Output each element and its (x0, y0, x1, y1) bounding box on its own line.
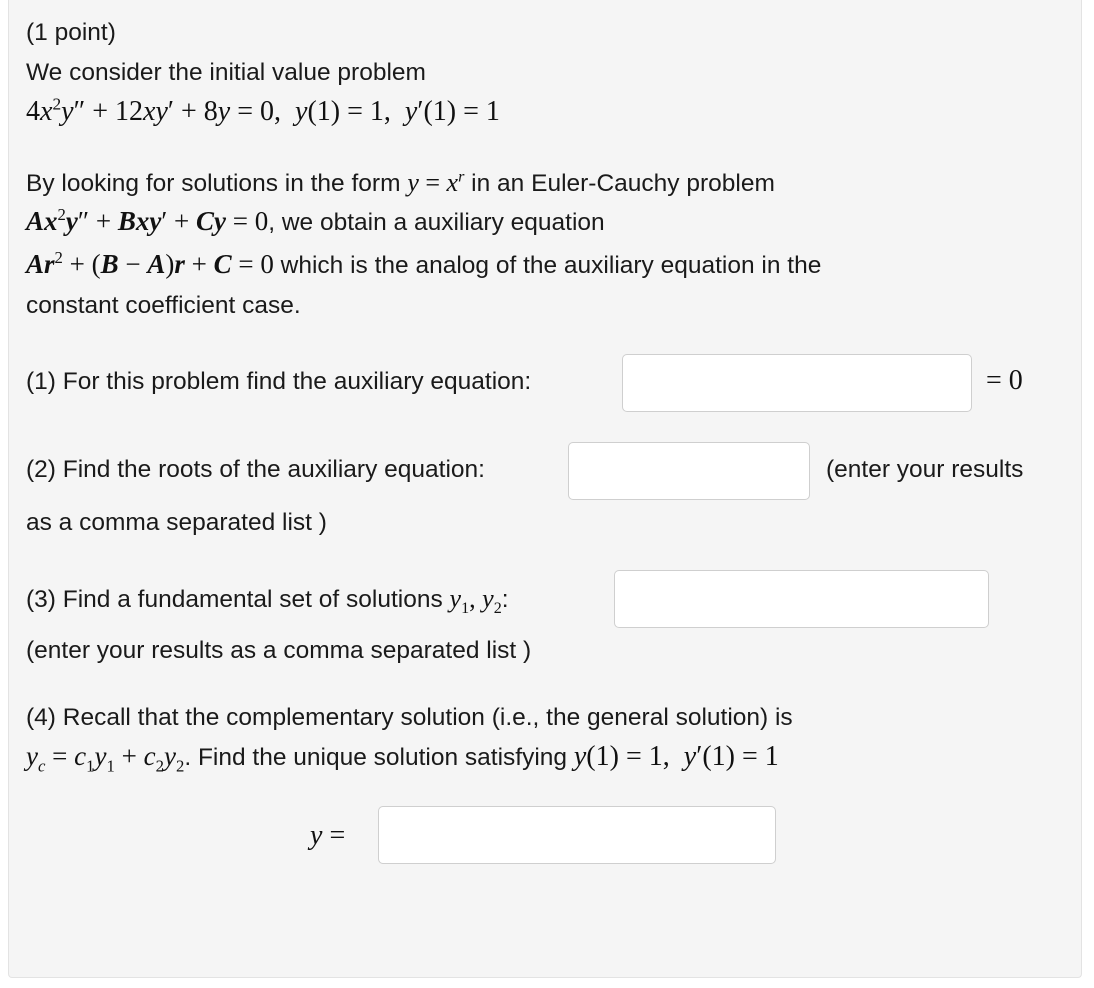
q3-label: (3) Find a fundamental set of solutions $y_1$, $y_2$: (26, 584, 509, 618)
method-line-3: $Ar^2 + (B - A)r + C = 0$ which is the analog of the auxiliary equation in the (26, 248, 822, 279)
ode-equation: $4x^2y'' + 12xy' + 8y = 0$, y(1) = 1, y′(1) = 1 (26, 94, 500, 127)
fundamental-set-input[interactable] (614, 570, 989, 628)
y-equals-label: y = (310, 820, 346, 851)
unique-solution-input[interactable] (378, 806, 776, 864)
q4-line-2: $y_c = c_1y_1 + c_2y_2$. Find the unique solution satisfying y(1) = 1, y′(1) = 1 (26, 741, 779, 776)
method-line-1: By looking for solutions in the form $y = x^r$ in an Euler-Cauchy problem (26, 168, 775, 197)
method-line-4: constant coefficient case. (26, 292, 301, 319)
equals-zero-label: = 0 (986, 365, 1023, 396)
q2-note-right: (enter your results (826, 456, 1024, 483)
auxiliary-equation-input[interactable] (622, 354, 972, 412)
q2-label: (2) Find the roots of the auxiliary equation: (26, 456, 485, 483)
intro-text: We consider the initial value problem (26, 59, 426, 86)
q1-label: (1) For this problem find the auxiliary equation: (26, 368, 532, 395)
q3-note: (enter your results as a comma separated list ) (26, 637, 532, 664)
roots-input[interactable] (568, 442, 810, 500)
points-label: (1 point) (26, 19, 116, 46)
q2-note-next: as a comma separated list ) (26, 509, 327, 536)
q4-line-1: (4) Recall that the complementary solution (i.e., the general solution) is (26, 704, 793, 731)
method-line-2: $Ax^2y'' + Bxy' + Cy = 0$, we obtain a auxiliary equation (26, 205, 605, 236)
